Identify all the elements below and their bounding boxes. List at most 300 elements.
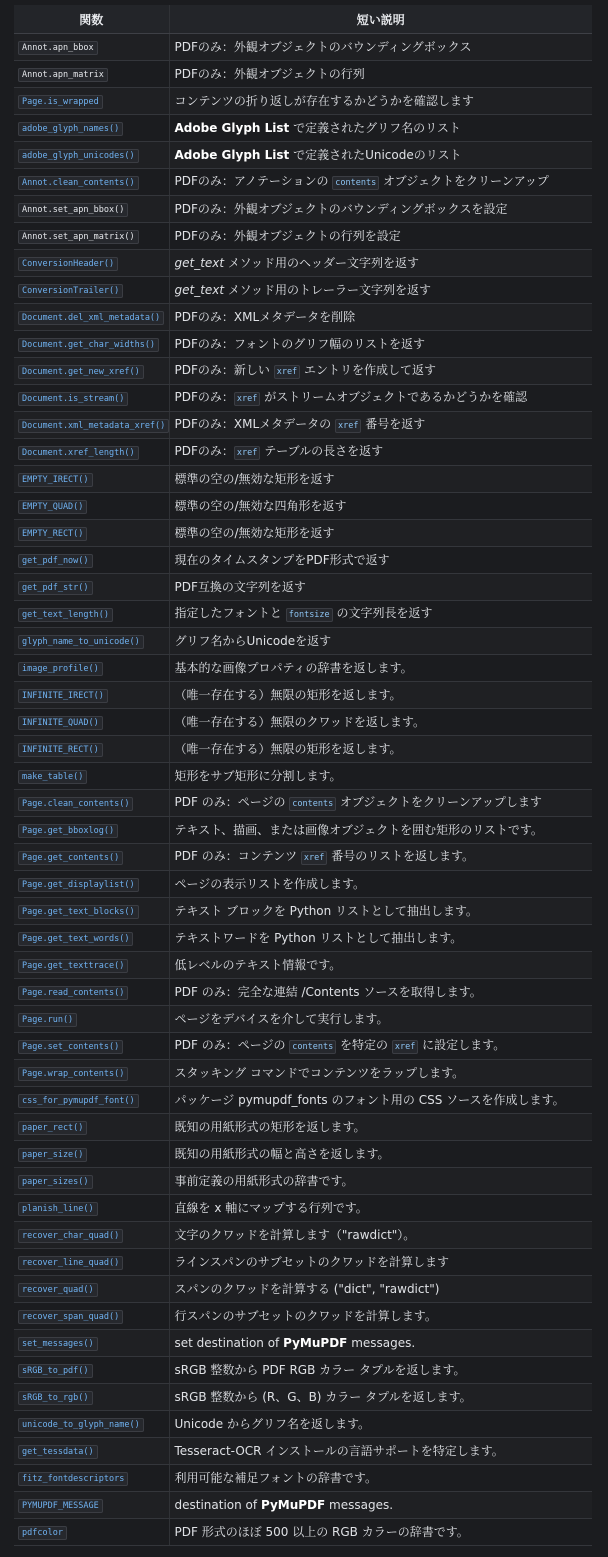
description-text: Unicode からグリフ名を返します。 bbox=[174, 1417, 371, 1431]
description-text: PDFのみ：フォントのグリフ幅のリストを返す bbox=[174, 337, 426, 351]
table-row bbox=[14, 304, 592, 331]
table-row bbox=[14, 61, 592, 88]
table-row bbox=[14, 1006, 592, 1033]
description-cell bbox=[169, 1303, 592, 1330]
function-cell bbox=[14, 1465, 169, 1492]
function-link[interactable]: paper_size() bbox=[18, 1148, 87, 1162]
description-cell bbox=[169, 412, 592, 439]
description-cell bbox=[169, 466, 592, 493]
function-cell bbox=[14, 466, 169, 493]
description-text: メソッド用のヘッダー文字列を返す bbox=[224, 256, 419, 270]
description-text: ページをデバイスを介して実行します。 bbox=[174, 1012, 389, 1026]
header-row bbox=[14, 5, 592, 34]
description-bold: PyMuPDF bbox=[283, 1336, 348, 1350]
function-cell bbox=[14, 250, 169, 277]
function-cell bbox=[14, 1276, 169, 1303]
function-cell bbox=[14, 223, 169, 250]
function-name: Annot.set_apn_matrix() bbox=[18, 230, 139, 244]
description-text: テーブルの長さを返す bbox=[260, 444, 384, 458]
description-text: 文字のクワッドを計算します（"rawdict"）。 bbox=[174, 1228, 416, 1242]
function-cell bbox=[14, 601, 169, 628]
function-cell bbox=[14, 88, 169, 115]
function-cell bbox=[14, 331, 169, 358]
function-link[interactable]: adobe_glyph_unicodes() bbox=[18, 149, 139, 163]
inline-code: contents bbox=[332, 176, 379, 190]
description-cell bbox=[169, 1168, 592, 1195]
function-cell bbox=[14, 1330, 169, 1357]
inline-code: xref bbox=[274, 365, 300, 379]
table-row bbox=[14, 1492, 592, 1519]
description-cell bbox=[169, 655, 592, 682]
description-text: PDFのみ：外観オブジェクトの行列を設定 bbox=[174, 229, 401, 243]
description-cell bbox=[169, 1060, 592, 1087]
function-cell bbox=[14, 1033, 169, 1060]
description-cell bbox=[169, 1222, 592, 1249]
description-cell bbox=[169, 844, 592, 871]
description-text: コンテンツの折り返しが存在するかどうかを確認します bbox=[174, 94, 474, 108]
table-row bbox=[14, 1249, 592, 1276]
description-text: 標準の空の/無効な四角形を返す bbox=[174, 499, 347, 513]
description-text: 番号を返す bbox=[361, 417, 426, 431]
description-text: PDFのみ：外観オブジェクトのバウンディングボックス bbox=[174, 40, 472, 54]
table-row bbox=[14, 1438, 592, 1465]
function-link[interactable]: ConversionTrailer() bbox=[18, 284, 123, 298]
description-text: 既知の用紙形式の幅と高さを返します。 bbox=[174, 1147, 390, 1161]
table-row bbox=[14, 844, 592, 871]
function-link[interactable]: EMPTY_IRECT() bbox=[18, 473, 93, 487]
description-cell bbox=[169, 331, 592, 358]
description-cell bbox=[169, 196, 592, 223]
description-cell bbox=[169, 790, 592, 817]
function-cell bbox=[14, 520, 169, 547]
function-link[interactable]: paper_sizes() bbox=[18, 1175, 93, 1189]
description-text: 標準の空の/無効な矩形を返す bbox=[174, 526, 335, 540]
description-cell bbox=[169, 574, 592, 601]
function-name: Annot.set_apn_bbox() bbox=[18, 203, 128, 217]
description-cell bbox=[169, 1465, 592, 1492]
description-cell bbox=[169, 925, 592, 952]
description-cell bbox=[169, 817, 592, 844]
description-text: messages. bbox=[325, 1498, 394, 1512]
function-link[interactable]: unicode_to_glyph_name() bbox=[18, 1418, 144, 1432]
description-text: オブジェクトをクリーンアップ bbox=[379, 174, 549, 188]
function-link[interactable]: Document.xref_length() bbox=[18, 446, 139, 460]
function-cell bbox=[14, 1141, 169, 1168]
description-text: ラインスパンのサブセットのクワッドを計算します bbox=[174, 1255, 450, 1269]
description-cell bbox=[169, 736, 592, 763]
function-link[interactable]: INFINITE_IRECT() bbox=[18, 689, 108, 703]
function-link[interactable]: paper_rect() bbox=[18, 1121, 87, 1135]
function-cell bbox=[14, 925, 169, 952]
table-row bbox=[14, 34, 592, 61]
description-text: テキストワードを Python リストとして抽出します。 bbox=[174, 931, 463, 945]
description-cell bbox=[169, 979, 592, 1006]
function-cell bbox=[14, 952, 169, 979]
table-row bbox=[14, 358, 592, 385]
description-text: （唯一存在する）無限の矩形を返します。 bbox=[174, 742, 402, 756]
description-cell bbox=[169, 34, 592, 61]
function-link[interactable]: Page.get_contents() bbox=[18, 851, 123, 865]
function-link[interactable]: PYMUPDF_MESSAGE bbox=[18, 1499, 103, 1513]
function-link[interactable]: EMPTY_RECT() bbox=[18, 527, 87, 541]
description-text: スタッキング コマンドでコンテンツをラップします。 bbox=[174, 1066, 465, 1080]
description-bold: Adobe Glyph List bbox=[174, 121, 290, 135]
function-link[interactable]: Page.set_contents() bbox=[18, 1040, 123, 1054]
description-text: パッケージ pymupdf_fonts のフォント用の CSS ソースを作成します。 bbox=[174, 1093, 565, 1107]
function-cell bbox=[14, 196, 169, 223]
function-cell bbox=[14, 736, 169, 763]
description-text: 事前定義の用紙形式の辞書です。 bbox=[174, 1174, 354, 1188]
table-row bbox=[14, 574, 592, 601]
table-row bbox=[14, 601, 592, 628]
description-bold: PyMuPDF bbox=[260, 1498, 326, 1512]
description-text: 現在のタイムスタンプをPDF形式で返す bbox=[174, 553, 390, 567]
function-cell bbox=[14, 655, 169, 682]
function-cell bbox=[14, 1519, 169, 1546]
function-cell bbox=[14, 358, 169, 385]
function-cell bbox=[14, 142, 169, 169]
function-cell bbox=[14, 709, 169, 736]
function-link[interactable]: Document.del_xml_metadata() bbox=[18, 311, 164, 325]
description-cell bbox=[169, 385, 592, 412]
description-text: PDFのみ： bbox=[174, 444, 234, 458]
function-link[interactable]: image_profile() bbox=[18, 662, 103, 676]
function-link[interactable]: fitz_fontdescriptors bbox=[18, 1472, 128, 1486]
function-cell bbox=[14, 277, 169, 304]
description-cell bbox=[169, 223, 592, 250]
description-cell bbox=[169, 1330, 592, 1357]
function-link[interactable]: recover_quad() bbox=[18, 1283, 98, 1297]
table-row bbox=[14, 1195, 592, 1222]
function-cell bbox=[14, 1222, 169, 1249]
table-row bbox=[14, 763, 592, 790]
description-text: PDF のみ：コンテンツ bbox=[174, 849, 301, 863]
description-text: スパンのクワッドを計算する ("dict", "rawdict") bbox=[174, 1282, 440, 1296]
function-link[interactable]: Document.is_stream() bbox=[18, 392, 128, 406]
description-cell bbox=[169, 1384, 592, 1411]
description-text: messages. bbox=[347, 1336, 416, 1350]
function-link[interactable]: Page.get_text_blocks() bbox=[18, 905, 139, 919]
functions-table bbox=[14, 5, 592, 1546]
table-row bbox=[14, 1141, 592, 1168]
function-cell bbox=[14, 979, 169, 1006]
table-row bbox=[14, 1114, 592, 1141]
description-cell bbox=[169, 493, 592, 520]
function-link[interactable]: get_pdf_now() bbox=[18, 554, 93, 568]
description-text: で定義されたグリフ名のリスト bbox=[289, 121, 461, 135]
function-cell bbox=[14, 1168, 169, 1195]
function-cell bbox=[14, 1114, 169, 1141]
function-cell bbox=[14, 1438, 169, 1465]
description-text: を特定の bbox=[336, 1038, 392, 1052]
description-cell bbox=[169, 304, 592, 331]
function-link[interactable]: sRGB_to_pdf() bbox=[18, 1364, 93, 1378]
function-cell bbox=[14, 898, 169, 925]
function-cell bbox=[14, 1492, 169, 1519]
function-link[interactable]: recover_line_quad() bbox=[18, 1256, 123, 1270]
description-text: PDF のみ：完全な連結 /Contents ソースを取得します。 bbox=[174, 985, 482, 999]
function-link[interactable]: recover_char_quad() bbox=[18, 1229, 123, 1243]
description-text: sRGB 整数から (R、G、B) カラー タプルを返します。 bbox=[174, 1390, 472, 1404]
description-cell bbox=[169, 1195, 592, 1222]
description-cell bbox=[169, 358, 592, 385]
function-cell bbox=[14, 412, 169, 439]
table-row bbox=[14, 1411, 592, 1438]
function-link[interactable]: Page.get_bboxlog() bbox=[18, 824, 118, 838]
function-cell bbox=[14, 871, 169, 898]
function-cell bbox=[14, 1411, 169, 1438]
function-link[interactable]: ConversionHeader() bbox=[18, 257, 118, 271]
description-text: 指定したフォントと bbox=[174, 606, 286, 620]
description-cell bbox=[169, 250, 592, 277]
function-cell bbox=[14, 304, 169, 331]
function-cell bbox=[14, 493, 169, 520]
function-link[interactable]: get_tessdata() bbox=[18, 1445, 98, 1459]
function-link[interactable]: make_table() bbox=[18, 770, 87, 784]
table-row bbox=[14, 520, 592, 547]
description-text: で定義されたUnicodeのリスト bbox=[289, 148, 462, 162]
description-cell bbox=[169, 439, 592, 466]
description-cell bbox=[169, 1411, 592, 1438]
description-cell bbox=[169, 1006, 592, 1033]
description-text: 番号のリストを返します。 bbox=[327, 849, 475, 863]
table-row bbox=[14, 1033, 592, 1060]
function-cell bbox=[14, 1195, 169, 1222]
description-cell bbox=[169, 1087, 592, 1114]
description-cell bbox=[169, 1276, 592, 1303]
function-link[interactable]: planish_line() bbox=[18, 1202, 98, 1216]
function-link[interactable]: INFINITE_QUAD() bbox=[18, 716, 103, 730]
table-row bbox=[14, 412, 592, 439]
function-link[interactable]: pdfcolor bbox=[18, 1526, 67, 1540]
description-text: に設定します。 bbox=[418, 1038, 506, 1052]
function-cell bbox=[14, 439, 169, 466]
table-row bbox=[14, 196, 592, 223]
inline-code: fontsize bbox=[286, 608, 333, 622]
description-cell bbox=[169, 1519, 592, 1546]
description-text: オブジェクトをクリーンアップします bbox=[336, 795, 542, 809]
table-row bbox=[14, 709, 592, 736]
description-text: PDF のみ：ページの bbox=[174, 1038, 290, 1052]
description-cell bbox=[169, 1492, 592, 1519]
function-cell bbox=[14, 763, 169, 790]
function-link[interactable]: INFINITE_RECT() bbox=[18, 743, 103, 757]
table-row bbox=[14, 1330, 592, 1357]
table-row bbox=[14, 331, 592, 358]
function-link[interactable]: Document.xml_metadata_xref() bbox=[18, 419, 169, 433]
table-row bbox=[14, 466, 592, 493]
description-cell bbox=[169, 1141, 592, 1168]
function-link[interactable]: Document.get_new_xref() bbox=[18, 365, 144, 379]
function-link[interactable]: set_messages() bbox=[18, 1337, 98, 1351]
inline-code: xref bbox=[392, 1040, 418, 1054]
description-cell bbox=[169, 1357, 592, 1384]
description-text: Tesseract-OCR インストールの言語サポートを特定します。 bbox=[174, 1444, 504, 1458]
description-text: がストリームオブジェクトであるかどうかを確認 bbox=[260, 390, 528, 404]
function-cell bbox=[14, 385, 169, 412]
function-link[interactable]: Annot.clean_contents() bbox=[18, 176, 139, 190]
function-link[interactable]: get_pdf_str() bbox=[18, 581, 93, 595]
description-cell bbox=[169, 1114, 592, 1141]
description-cell bbox=[169, 115, 592, 142]
function-link[interactable]: Page.get_text_words() bbox=[18, 932, 133, 946]
table-row bbox=[14, 250, 592, 277]
description-cell bbox=[169, 61, 592, 88]
table-row bbox=[14, 547, 592, 574]
description-cell bbox=[169, 1033, 592, 1060]
description-cell bbox=[169, 547, 592, 574]
description-cell bbox=[169, 763, 592, 790]
description-text: PDFのみ：アノテーションの bbox=[174, 174, 333, 188]
description-text: （唯一存在する）無限のクワッドを返します。 bbox=[174, 715, 425, 729]
table-row bbox=[14, 1465, 592, 1492]
function-link[interactable]: recover_span_quad() bbox=[18, 1310, 123, 1324]
table-row bbox=[14, 871, 592, 898]
description-cell bbox=[169, 1249, 592, 1276]
description-cell bbox=[169, 601, 592, 628]
function-cell bbox=[14, 34, 169, 61]
table-row bbox=[14, 1222, 592, 1249]
table-row bbox=[14, 385, 592, 412]
description-text: エントリを作成して返す bbox=[300, 363, 437, 377]
table-row bbox=[14, 88, 592, 115]
function-link[interactable]: glyph_name_to_unicode() bbox=[18, 635, 144, 649]
function-cell bbox=[14, 1087, 169, 1114]
description-text: 低レベルのテキスト情報です。 bbox=[174, 958, 342, 972]
function-cell bbox=[14, 628, 169, 655]
function-link[interactable]: Page.wrap_contents() bbox=[18, 1067, 128, 1081]
table-row bbox=[14, 277, 592, 304]
function-link[interactable]: css_for_pymupdf_font() bbox=[18, 1094, 139, 1108]
table-row bbox=[14, 1276, 592, 1303]
table-row bbox=[14, 1384, 592, 1411]
description-cell bbox=[169, 952, 592, 979]
function-link[interactable]: Page.is_wrapped bbox=[18, 95, 103, 109]
function-cell bbox=[14, 547, 169, 574]
description-bold: Adobe Glyph List bbox=[174, 148, 290, 162]
function-link[interactable]: sRGB_to_rgb() bbox=[18, 1391, 93, 1405]
table-row bbox=[14, 628, 592, 655]
table-row bbox=[14, 1168, 592, 1195]
header-description: 短い説明 bbox=[169, 5, 592, 34]
inline-code: xref bbox=[234, 446, 260, 460]
description-text: 利用可能な補足フォントの辞書です。 bbox=[174, 1471, 377, 1485]
table-row bbox=[14, 1519, 592, 1546]
function-cell bbox=[14, 1006, 169, 1033]
description-cell bbox=[169, 871, 592, 898]
function-cell bbox=[14, 1060, 169, 1087]
function-name: Annot.apn_matrix bbox=[18, 68, 108, 82]
description-text: PDFのみ：XMLメタデータを削除 bbox=[174, 310, 356, 324]
description-cell bbox=[169, 898, 592, 925]
table-body bbox=[14, 34, 592, 1546]
function-link[interactable]: adobe_glyph_names() bbox=[18, 122, 123, 136]
table-row bbox=[14, 790, 592, 817]
function-cell bbox=[14, 1384, 169, 1411]
function-link[interactable]: Page.run() bbox=[18, 1013, 77, 1027]
function-cell bbox=[14, 790, 169, 817]
table-row bbox=[14, 439, 592, 466]
table-row bbox=[14, 1087, 592, 1114]
description-text: グリフ名からUnicodeを返す bbox=[174, 634, 332, 648]
description-text: sRGB 整数から PDF RGB カラー タプルを返します。 bbox=[174, 1363, 466, 1377]
table-row bbox=[14, 493, 592, 520]
inline-code: xref bbox=[301, 851, 327, 865]
description-text: destination of bbox=[174, 1498, 261, 1512]
table-row bbox=[14, 115, 592, 142]
table-header bbox=[14, 5, 592, 34]
function-cell bbox=[14, 61, 169, 88]
table-row bbox=[14, 736, 592, 763]
description-text: PDF互換の文字列を返す bbox=[174, 580, 306, 594]
description-text: PDF のみ：ページの bbox=[174, 795, 290, 809]
description-text: set destination of bbox=[174, 1336, 284, 1350]
description-cell bbox=[169, 682, 592, 709]
description-cell bbox=[169, 520, 592, 547]
description-italic: get_text bbox=[174, 256, 225, 270]
description-text: テキスト、描画、または画像オブジェクトを囲む矩形のリストです。 bbox=[174, 823, 543, 837]
table-row bbox=[14, 655, 592, 682]
description-text: 標準の空の/無効な矩形を返す bbox=[174, 472, 335, 486]
description-cell bbox=[169, 1438, 592, 1465]
description-text: PDFのみ：XMLメタデータの bbox=[174, 417, 335, 431]
description-text: PDFのみ：外観オブジェクトのバウンディングボックスを設定 bbox=[174, 202, 508, 216]
inline-code: xref bbox=[234, 392, 260, 406]
table-row bbox=[14, 142, 592, 169]
description-text: PDFのみ：新しい bbox=[174, 363, 274, 377]
table-row bbox=[14, 1060, 592, 1087]
function-cell bbox=[14, 115, 169, 142]
description-cell bbox=[169, 277, 592, 304]
description-text: 行スパンのサブセットのクワッドを計算します。 bbox=[174, 1309, 437, 1323]
description-text: 基本的な画像プロパティの辞書を返します。 bbox=[174, 661, 413, 675]
table-row bbox=[14, 817, 592, 844]
function-cell bbox=[14, 169, 169, 196]
function-link[interactable]: Page.clean_contents() bbox=[18, 797, 133, 811]
function-link[interactable]: EMPTY_QUAD() bbox=[18, 500, 87, 514]
description-text: テキスト ブロックを Python リストとして抽出します。 bbox=[174, 904, 478, 918]
inline-code: contents bbox=[289, 1040, 336, 1054]
table-row bbox=[14, 1357, 592, 1384]
description-italic: get_text bbox=[174, 283, 225, 297]
function-link[interactable]: get_text_length() bbox=[18, 608, 113, 622]
description-text: （唯一存在する）無限の矩形を返します。 bbox=[174, 688, 402, 702]
function-cell bbox=[14, 817, 169, 844]
function-cell bbox=[14, 844, 169, 871]
function-cell bbox=[14, 1303, 169, 1330]
description-text: メソッド用のトレーラー文字列を返す bbox=[224, 283, 431, 297]
function-link[interactable]: Page.get_texttrace() bbox=[18, 959, 128, 973]
header-function: 関数 bbox=[14, 5, 169, 34]
function-cell bbox=[14, 682, 169, 709]
function-link[interactable]: Document.get_char_widths() bbox=[18, 338, 159, 352]
table-row bbox=[14, 223, 592, 250]
description-cell bbox=[169, 709, 592, 736]
function-cell bbox=[14, 574, 169, 601]
description-text: 矩形をサブ矩形に分割します。 bbox=[174, 769, 342, 783]
function-link[interactable]: Page.get_displaylist() bbox=[18, 878, 139, 892]
function-link[interactable]: Page.read_contents() bbox=[18, 986, 128, 1000]
table-row bbox=[14, 979, 592, 1006]
table-row bbox=[14, 952, 592, 979]
table-row bbox=[14, 682, 592, 709]
description-cell bbox=[169, 628, 592, 655]
function-cell bbox=[14, 1357, 169, 1384]
inline-code: xref bbox=[335, 419, 361, 433]
description-cell bbox=[169, 142, 592, 169]
description-text: 既知の用紙形式の矩形を返します。 bbox=[174, 1120, 366, 1134]
table-row bbox=[14, 169, 592, 196]
